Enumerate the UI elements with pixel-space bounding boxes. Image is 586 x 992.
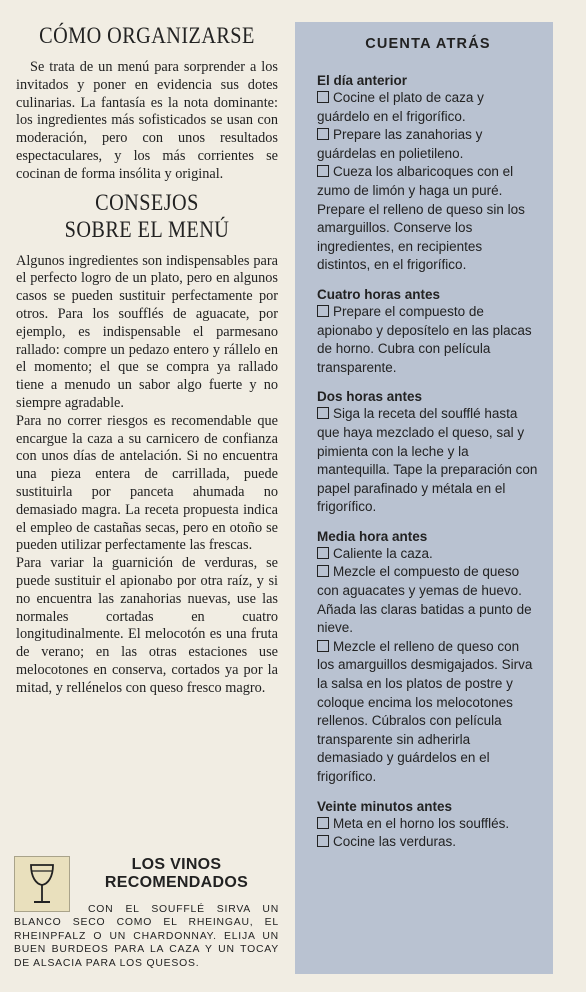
checkbox-icon xyxy=(317,165,329,177)
checklist-item: Prepare las zanahorias y guárdelas en polietileno. xyxy=(317,127,483,161)
advice-paragraph-1: Algunos ingredientes son indispensables para el perfecto logro de un plato, pero en algunos casos se pueden sustituir perfectamente por otros. Para los soufflés de aguacate, por ejemplo, es indispensable el parmesano rallado: compre un pedazo entero y rállelo en el momento; el que se compra ya rallado tiene a menudo un sabor algo fuerte y no siempre agradable. xyxy=(16,252,278,411)
left-column xyxy=(16,18,278,698)
checklist-item: Caliente la caza. xyxy=(317,545,539,564)
step-heading-cuatro-horas: Cuatro horas antes xyxy=(317,286,441,302)
step-heading-media-hora: Media hora antes xyxy=(317,528,428,544)
checklist-item: Mezcle el relleno de queso con los amarguillos desmigajados. Sirva la salsa en los platos de postre y coloque encima los melocotones rellenos. Cúbralos con película transparente sin adherirla demasiado y guárdelos en el frigorífico. xyxy=(317,638,533,784)
step-heading-dia-anterior: El día anterior xyxy=(317,73,408,88)
checklist-item: Siga la receta del soufflé hasta que haya mezclado el queso, sal y pimienta con la leche y la mantequilla. Tape la preparación con papel parafinado y métala en el frigorífico. xyxy=(317,406,538,515)
checklist-item: Mezcle el compuesto de queso con aguacates y yemas de huevo. Añada las claras batidas a punto de nieve. xyxy=(317,564,532,636)
checklist-item: Meta en el horno los soufflés. xyxy=(317,815,539,834)
checkbox-icon xyxy=(317,547,329,559)
heading-consejos-line2: SOBRE EL MENÚ xyxy=(64,216,230,242)
checklist-item: Cueza los albaricoques con el zumo de limón y haga un puré. Prepare el relleno de queso sin los amarguillos. Conserve los ingredientes, en recipientes distintos, en el frigorífico. xyxy=(317,164,525,273)
checkbox-icon xyxy=(317,817,329,829)
wines-title xyxy=(74,856,279,892)
checklist-item: Cocine las verduras. xyxy=(317,833,539,852)
checkbox-icon xyxy=(317,91,329,103)
heading-consejos-line1: CONSEJOS xyxy=(95,189,199,215)
wines-title-line1: LOS VINOS xyxy=(131,856,222,873)
advice-paragraph-3: Para variar la guarnición de verduras, se puede sustituir el apionabo por otra raíz, y si no encuentra las zanahorias nuevas, use las normales cortadas en cuatro longitudinalmente. El melocotón es una fruta de verano; en las otras estaciones use melocotones en conserva, cortados ya por la mitad, y rellénelos con queso fresco magro. xyxy=(16,555,278,696)
intro-paragraph: Se trata de un menú para sorprender a los invitados y poner en evidencia sus dotes culinarias. La fantasía es la nota dominante: los ingredientes más sofisticados se usan con moderación, pero con unos resultados espectaculares, y los más corrientes se cocinan de forma insólita y original. xyxy=(16,59,278,182)
countdown-title: CUENTA ATRÁS xyxy=(365,36,491,52)
heading-como-organizarse: CÓMO ORGANIZARSE xyxy=(39,23,255,48)
countdown-panel xyxy=(295,22,553,974)
checkbox-icon xyxy=(317,835,329,847)
checkbox-icon xyxy=(317,565,329,577)
checkbox-icon xyxy=(317,128,329,140)
checkbox-icon xyxy=(317,407,329,419)
checkbox-icon xyxy=(317,305,329,317)
checklist-item: Prepare el compuesto de apionabo y deposítelo en las placas de horno. Cubra con película transparente. xyxy=(317,303,532,375)
checkbox-icon xyxy=(317,640,329,652)
advice-paragraph-2: Para no correr riesgos es recomendable que encargue la caza a su carnicero de confianza con unos días de antelación. Si no encuentra una pieza entera de carrillada, puede sustituirla por panceta ahumada no demasiado magra. La receta propuesta indica el empleo de castañas secas, pero en otoño se pueden utilizar perfectamente las frescas. xyxy=(16,412,278,554)
heading-consejos xyxy=(32,189,263,243)
step-heading-dos-horas: Dos horas antes xyxy=(317,389,423,405)
step-heading-veinte-minutos: Veinte minutos antes xyxy=(317,798,453,814)
wines-title-line2: RECOMENDADOS xyxy=(104,874,249,891)
wines-text: CON EL SOUFFLÉ SIRVA UN BLANCO SECO COMO EL RHEINGAU, EL RHEINPFALZ O UN CHARDONNAY. ELIJA UN BUEN BURDEOS PARA LA CAZA Y UN TOCAY DE ALSACIA PARA LOS QUESOS. xyxy=(14,904,279,969)
checklist-item: Cocine el plato de caza y guárdelo en el frigorífico. xyxy=(317,90,484,124)
